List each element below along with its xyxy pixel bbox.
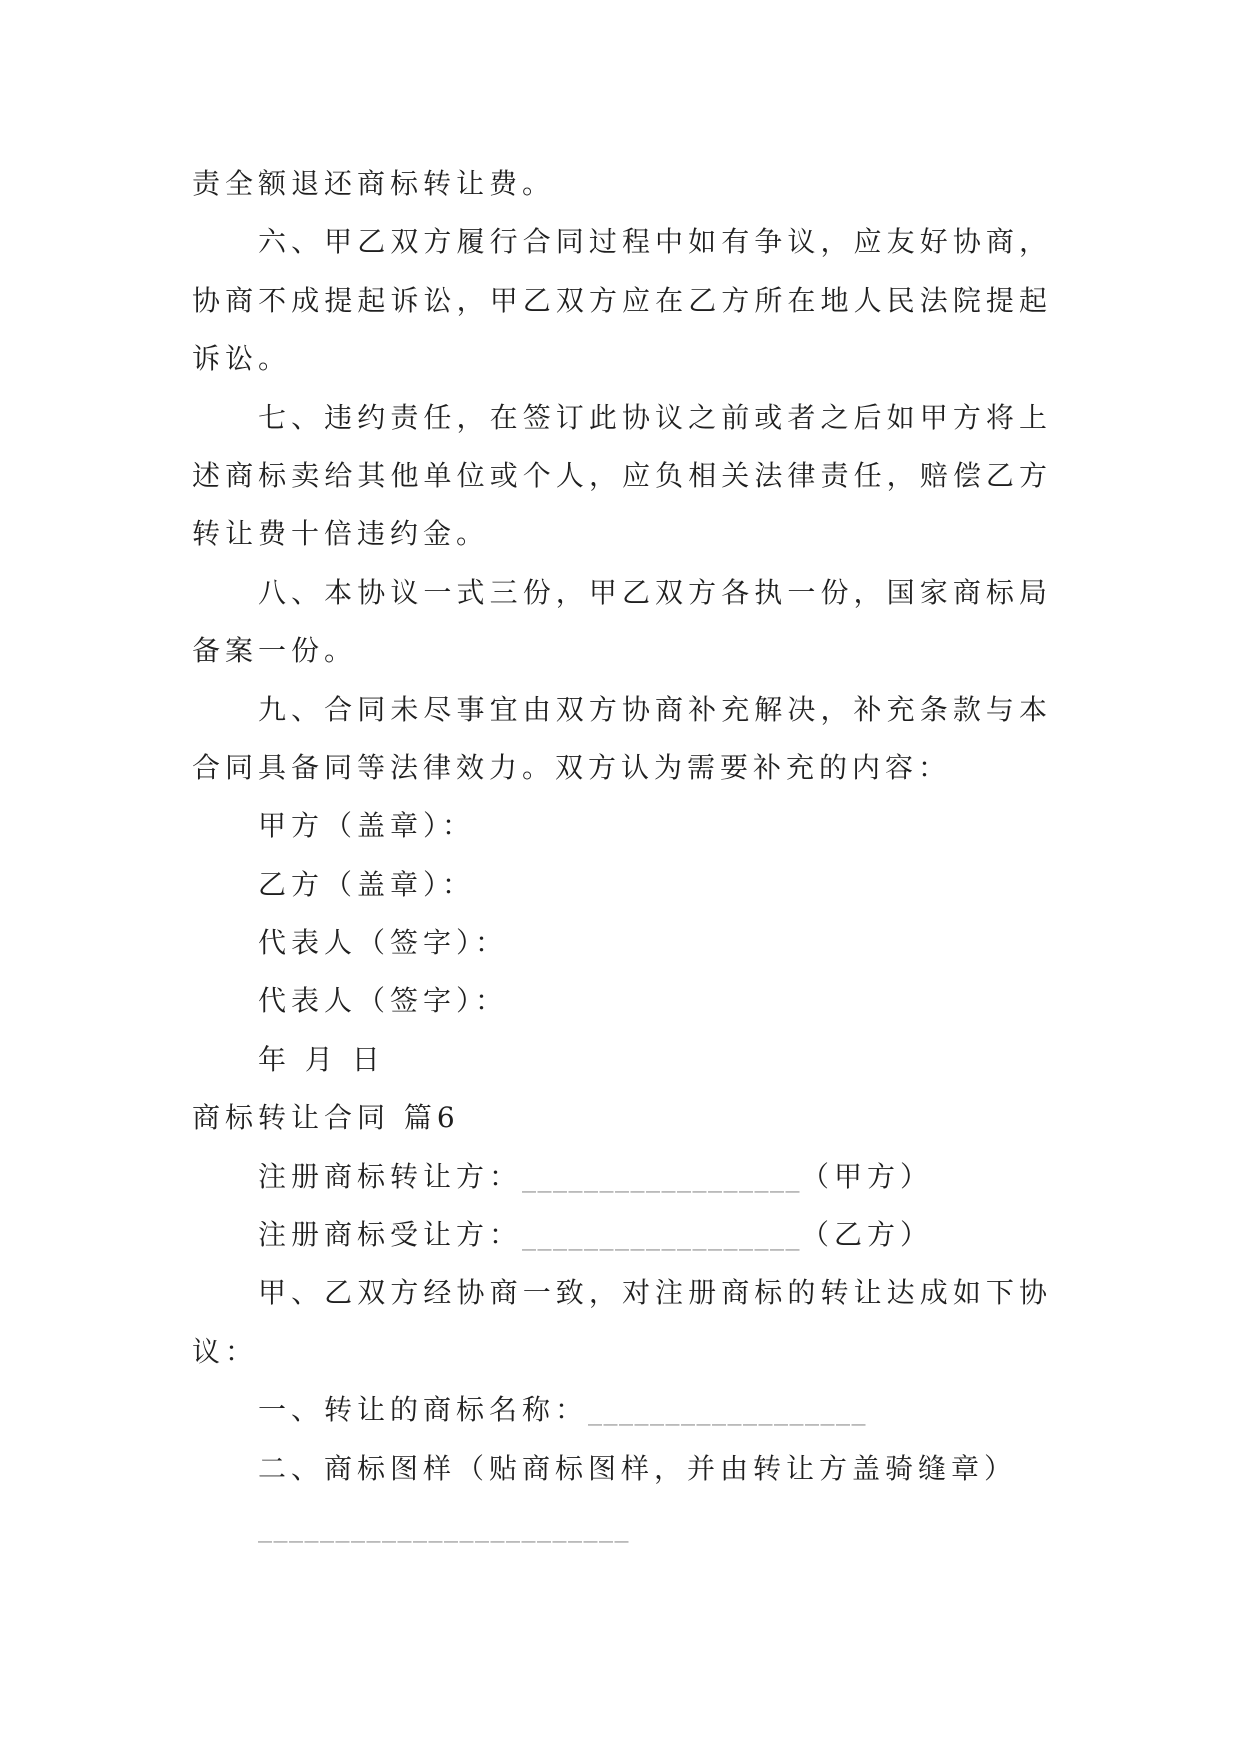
item-1-line bbox=[192, 1381, 1050, 1439]
clause-7-line: 七、违约责任，在签订此协议之前或者之后如甲方将上 bbox=[258, 400, 1050, 434]
party-b-seal-line: 乙方（盖章）： bbox=[258, 867, 476, 901]
clause-9-line: 九、合同未尽事宜由双方协商补充解决，补充条款与本 bbox=[258, 692, 1050, 726]
party-a-seal-line: 甲方（盖章）： bbox=[258, 809, 476, 843]
representative-a-signature-line: 代表人（签字）： bbox=[258, 926, 509, 960]
clause-6-line: 六、甲乙双方履行合同过程中如有争议，应友好协商， bbox=[258, 225, 1050, 259]
transferor-blank: __________________ bbox=[522, 1159, 802, 1193]
item-1-label: 一、转让的商标名称： bbox=[258, 1393, 589, 1427]
transferee-label: 注册商标受让方： bbox=[258, 1218, 523, 1252]
agreement-intro-line: 甲、乙双方经协商一致，对注册商标的转让达成如下协 bbox=[258, 1276, 1050, 1310]
transferor-label: 注册商标转让方： bbox=[258, 1159, 523, 1193]
clause-8-line: 八、本协议一式三份，甲乙双方各执一份，国家商标局 bbox=[258, 575, 1050, 609]
agreement-intro-line: 议： bbox=[192, 1334, 259, 1368]
item-1-blank: __________________ bbox=[588, 1393, 868, 1427]
transferor-party: （甲方） bbox=[801, 1159, 934, 1193]
section-heading: 商标转让合同 篇6 bbox=[192, 1101, 460, 1135]
continued-text-line: 责全额退还商标转让费。 bbox=[192, 167, 556, 200]
clause-6-line: 诉讼。 bbox=[192, 342, 292, 376]
item-2-blank-line bbox=[192, 1498, 1050, 1556]
item-2-line: 二、商标图样（贴商标图样，并由转让方盖骑缝章） bbox=[258, 1451, 1018, 1485]
clause-7-line: 转让费十倍违约金。 bbox=[192, 517, 490, 551]
transferee-blank: __________________ bbox=[522, 1218, 802, 1252]
transferee-party: （乙方） bbox=[801, 1218, 934, 1252]
item-2-blank: ________________________ bbox=[258, 1509, 630, 1543]
date-line: 年 月 日 bbox=[258, 1042, 385, 1076]
transferor-line bbox=[192, 1148, 1050, 1206]
clause-7-line: 述商标卖给其他单位或个人，应负相关法律责任，赔偿乙方 bbox=[192, 458, 1050, 492]
clause-8-line: 备案一份。 bbox=[192, 634, 358, 668]
clause-9-line: 合同具备同等法律效力。双方认为需要补充的内容： bbox=[192, 750, 952, 784]
transferee-line bbox=[192, 1206, 1050, 1264]
document-body bbox=[192, 155, 1050, 1556]
representative-b-signature-line: 代表人（签字）： bbox=[258, 984, 509, 1018]
clause-6-line: 协商不成提起诉讼，甲乙双方应在乙方所在地人民法院提起 bbox=[192, 283, 1050, 317]
